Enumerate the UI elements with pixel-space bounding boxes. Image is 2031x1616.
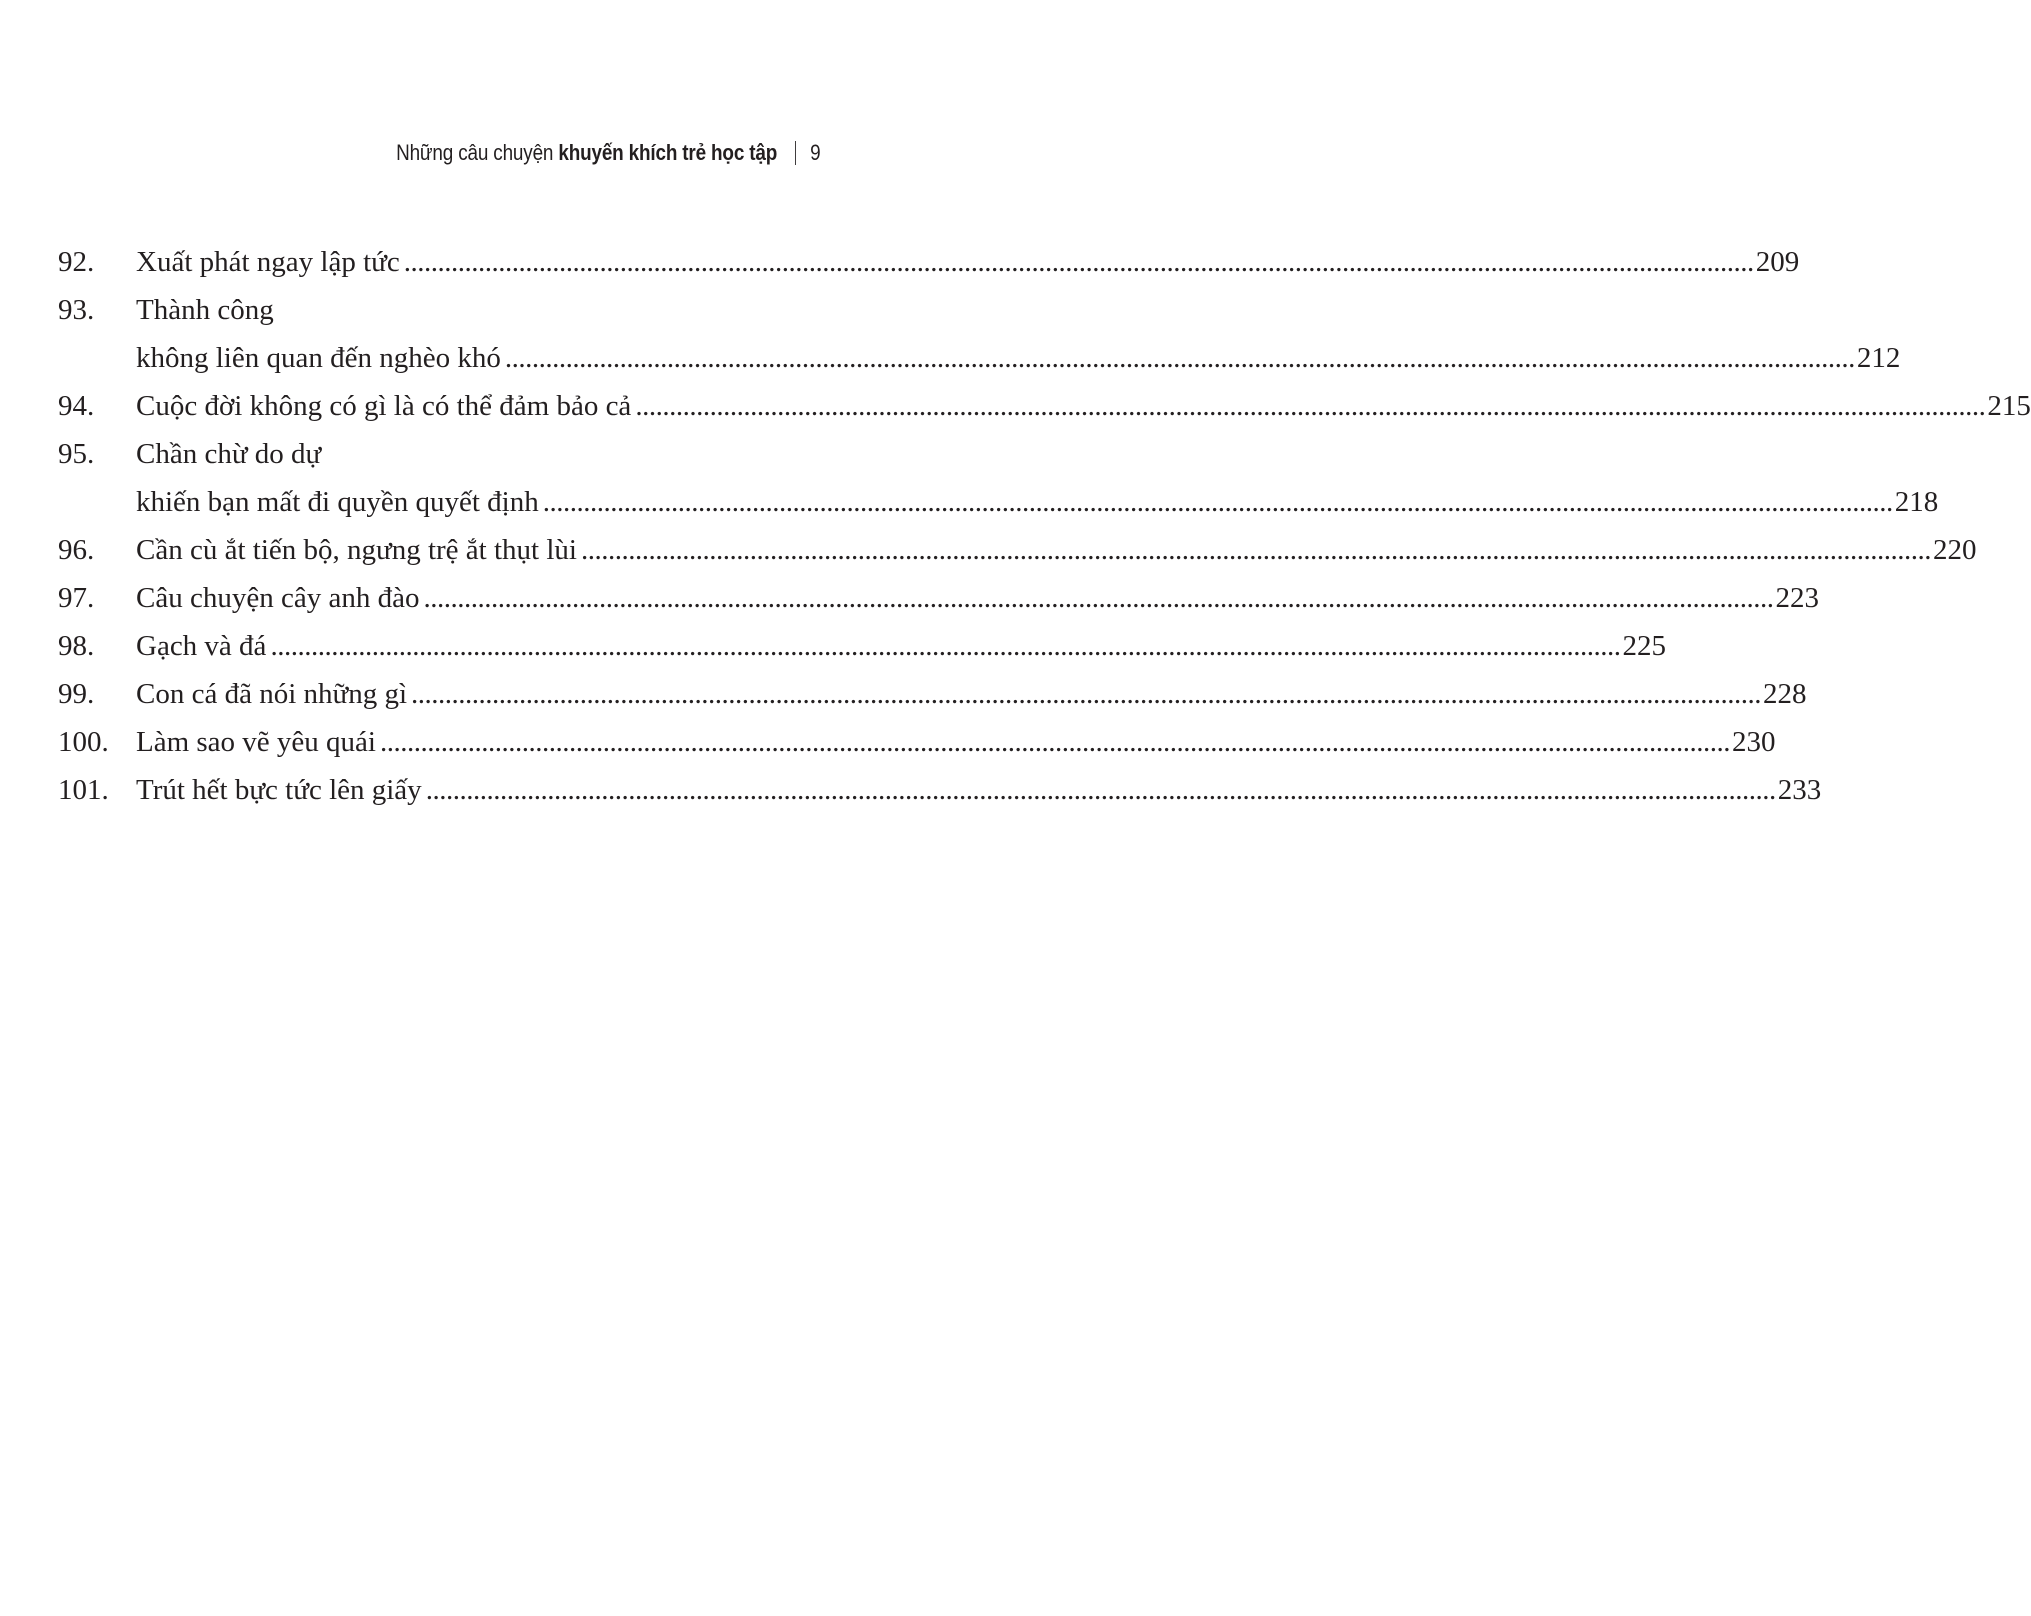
dot-leader: ........................................................................................................................................................................................................ (425, 774, 1776, 806)
running-header-title-regular: Những câu chuyện (396, 140, 554, 165)
toc-entry-number: 96. (58, 534, 95, 566)
toc-entry-title-line: khiến bạn mất đi quyền quyết định (136, 486, 539, 518)
toc-entry-page: 212 (1856, 342, 1901, 374)
dot-leader: ........................................................................................................................................................................................................ (403, 246, 1754, 278)
table-of-contents (58, 238, 2031, 814)
toc-entry-number: 93. (58, 294, 95, 326)
toc-entry-title-line: không liên quan đến nghèo khó (136, 342, 501, 374)
running-header (397, 138, 821, 168)
toc-entry-title-line: Con cá đã nói những gì (136, 678, 408, 710)
toc-entry-page: 215 (1987, 390, 2031, 422)
toc-entry-number: 98. (58, 630, 95, 662)
header-separator (796, 141, 797, 165)
dot-leader: ........................................................................................................................................................................................................ (580, 534, 1931, 566)
toc-entry-page: 223 (1775, 582, 1819, 614)
toc-entry (58, 670, 1807, 718)
toc-entry-title-line: Cần cù ắt tiến bộ, ngưng trệ ắt thụt lùi (136, 534, 577, 566)
running-header-title-bold: khuyến khích trẻ học tập (558, 140, 778, 165)
toc-entry (58, 718, 1776, 766)
toc-entry-page: 228 (1763, 678, 1807, 710)
toc-entry-title-line: Chần chừ do dự (136, 438, 322, 470)
toc-entry (58, 574, 1819, 622)
toc-entry-title-line: Trút hết bực tức lên giấy (136, 774, 422, 806)
toc-entry-title-line: Xuất phát ngay lập tức (136, 246, 400, 278)
toc-entry-number: 99. (58, 678, 95, 710)
dot-leader: ........................................................................................................................................................................................................ (379, 726, 1730, 758)
toc-entry-page: 209 (1755, 246, 1800, 278)
toc-entry-number: 101. (58, 774, 109, 806)
dot-leader: ........................................................................................................................................................................................................ (411, 678, 1762, 710)
toc-entry-title-line: Làm sao vẽ yêu quái (136, 726, 376, 758)
dot-leader: ........................................................................................................................................................................................................ (635, 390, 1986, 422)
toc-entry-title-line: Gạch và đá (136, 630, 267, 662)
dot-leader: ........................................................................................................................................................................................................ (270, 630, 1621, 662)
toc-entry-page: 233 (1777, 774, 1822, 806)
toc-entry (58, 430, 1939, 526)
toc-entry-number: 95. (58, 438, 95, 470)
toc-entry (58, 622, 1666, 670)
toc-entry-page: 230 (1731, 726, 1776, 758)
toc-entry-number: 100. (58, 726, 109, 758)
toc-entry-title-line: Thành công (136, 294, 274, 326)
dot-leader: ........................................................................................................................................................................................................ (504, 342, 1855, 374)
toc-entry-number: 94. (58, 390, 95, 422)
toc-entry-page: 225 (1622, 630, 1666, 662)
toc-entry (58, 766, 1822, 814)
dot-leader: ........................................................................................................................................................................................................ (542, 486, 1893, 518)
page-number: 9 (810, 140, 821, 165)
toc-entry-number: 92. (58, 246, 95, 278)
toc-entry (58, 382, 2031, 430)
toc-entry-number: 97. (58, 582, 95, 614)
toc-entry (58, 286, 1901, 382)
toc-entry-page: 220 (1932, 534, 1977, 566)
toc-entry-title-line: Câu chuyện cây anh đào (136, 582, 420, 614)
toc-entry (58, 238, 1800, 286)
toc-entry-page: 218 (1894, 486, 1939, 518)
toc-entry (58, 526, 1977, 574)
toc-entry-title-line: Cuộc đời không có gì là có thể đảm bảo cả (136, 390, 632, 422)
dot-leader: ........................................................................................................................................................................................................ (423, 582, 1774, 614)
